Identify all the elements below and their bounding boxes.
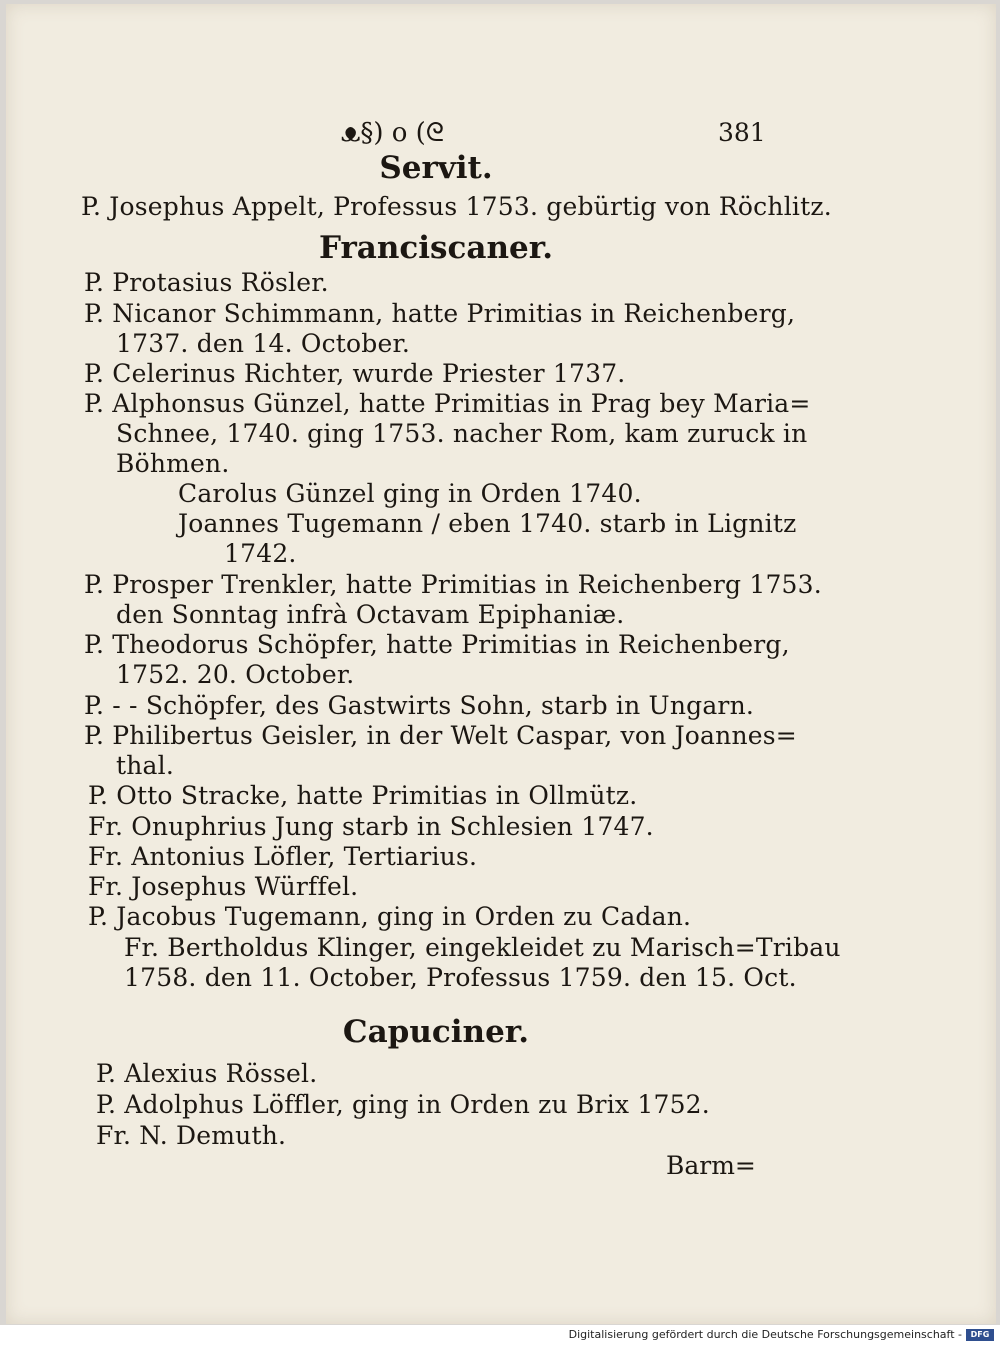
text-line: P. Alexius Rössel. bbox=[96, 1059, 318, 1088]
text-line: P. Adolphus Löffler, ging in Orden zu Brix 1752. bbox=[96, 1090, 710, 1119]
dfg-logo: DFG bbox=[966, 1329, 994, 1341]
section-heading-servit: Servit. bbox=[379, 150, 493, 186]
text-line: 1742. bbox=[224, 539, 297, 568]
section-heading-capuciner: Capuciner. bbox=[342, 1014, 530, 1050]
text-line: Schnee, 1740. ging 1753. nacher Rom, kam zuruck in bbox=[116, 419, 808, 448]
text-line: 1752. 20. October. bbox=[116, 660, 355, 689]
text-line: P. Nicanor Schimmann, hatte Primitias in Reichenberg, bbox=[84, 299, 796, 328]
footer-bar bbox=[0, 1325, 1000, 1345]
text-line: Carolus Günzel ging in Orden 1740. bbox=[178, 479, 642, 508]
text-line: 1758. den 11. October, Professus 1759. den 15. Oct. bbox=[124, 963, 797, 992]
text-line: P. Prosper Trenkler, hatte Primitias in Reichenberg 1753. bbox=[84, 570, 822, 599]
text-line: P. Theodorus Schöpfer, hatte Primitias in Reichenberg, bbox=[84, 630, 790, 659]
text-line: Fr. Bertholdus Klinger, eingekleidet zu Marisch=Tribau bbox=[124, 933, 841, 962]
text-line: Böhmen. bbox=[116, 449, 230, 478]
text-line: 1737. den 14. October. bbox=[116, 329, 411, 358]
text-line: P. Philibertus Geisler, in der Welt Caspar, von Joannes= bbox=[84, 721, 797, 750]
text-line: P. Celerinus Richter, wurde Priester 1737. bbox=[84, 359, 626, 388]
text-line: Fr. N. Demuth. bbox=[96, 1121, 287, 1150]
text-line: P. - - Schöpfer, des Gastwirts Sohn, starb in Ungarn. bbox=[84, 691, 755, 720]
text-line: P. Protasius Rösler. bbox=[84, 268, 329, 297]
footer-text: Digitalisierung gefördert durch die Deutsche Forschungsgemeinschaft - bbox=[568, 1328, 962, 1341]
text-line: P. Alphonsus Günzel, hatte Primitias in Prag bey Maria= bbox=[84, 389, 811, 418]
text-line: thal. bbox=[116, 751, 174, 780]
text-line: Fr. Onuphrius Jung starb in Schlesien 1747. bbox=[88, 812, 654, 841]
catchword: Barm= bbox=[666, 1151, 756, 1180]
text-line: P. Otto Stracke, hatte Primitias in Ollmütz. bbox=[88, 781, 638, 810]
text-line: P. Josephus Appelt, Professus 1753. gebürtig von Röchlitz. bbox=[81, 192, 832, 221]
page-number: 381 bbox=[718, 118, 766, 147]
text-line: Fr. Josephus Würffel. bbox=[88, 872, 359, 901]
running-head-ornament: ᴥ§) o (ᘓ bbox=[341, 118, 445, 148]
section-heading-franciscaner: Franciscaner. bbox=[318, 230, 554, 266]
text-line: Joannes Tugemann / eben 1740. starb in Lignitz bbox=[178, 509, 797, 538]
text-line: P. Jacobus Tugemann, ging in Orden zu Cadan. bbox=[88, 902, 692, 931]
book-page bbox=[6, 4, 996, 1324]
text-line: den Sonntag infrà Octavam Epiphaniæ. bbox=[116, 600, 625, 629]
text-line: Fr. Antonius Löfler, Tertiarius. bbox=[88, 842, 478, 871]
